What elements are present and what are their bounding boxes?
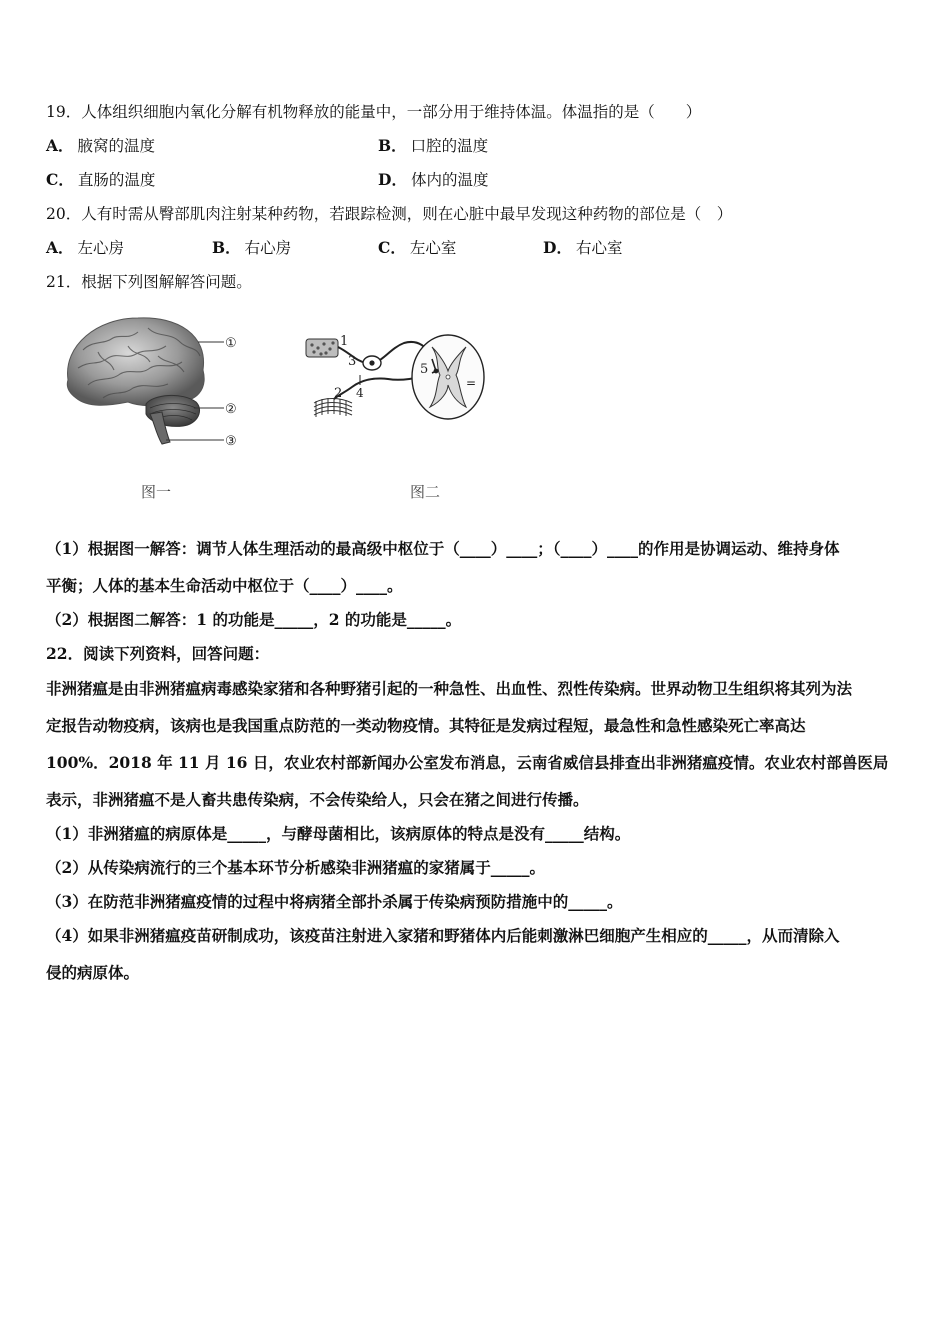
q22-stem: 22．阅读下列资料，回答问题： (46, 644, 270, 663)
option-text: 右心房 (244, 239, 292, 257)
option-text: 直肠的温度 (77, 171, 156, 189)
option-text: 体内的温度 (410, 171, 489, 189)
cerebrum-shape (67, 318, 204, 406)
figure-brain (58, 310, 248, 460)
q20-stem: 20．人有时需从臀部肌肉注射某种药物，若跟踪检测，则在心脏中最早发现这种药物的部位是（ ） (46, 205, 733, 223)
option-letter: A． (46, 238, 74, 257)
option-letter: A． (46, 136, 74, 155)
q21-sub1-line2: 平衡；人体的基本生命活动中枢位于（____）____。 (46, 576, 403, 595)
fig2-label-2: 2 (334, 386, 343, 401)
option-letter: B． (378, 136, 407, 155)
option-letter: D． (543, 238, 572, 257)
option-text: 右心室 (575, 239, 623, 257)
q19-stem: 19．人体组织细胞内氧化分解有机物释放的能量中，一部分用于维持体温。体温指的是（ ） (46, 103, 702, 121)
q22-sub2: （2）从传染病流行的三个基本环节分析感染非洲猪瘟的家猪属于_____。 (46, 858, 546, 877)
q22-sub1: （1）非洲猪瘟的病原体是_____，与酵母菌相比，该病原体的特点是没有_____结构。 (46, 824, 631, 843)
q19-option-d (378, 170, 488, 190)
fig1-label-3: ③ (225, 434, 237, 449)
fig1-label-1: ① (225, 336, 237, 351)
effector-muscle (314, 398, 352, 417)
fig2-label-3: 3 (348, 354, 357, 369)
q19-option-a (46, 136, 155, 156)
fig2-caption: 图二 (410, 483, 441, 501)
q22-sub4-line1: （4）如果非洲猪瘟疫苗研制成功，该疫苗注射进入家猪和野猪体内后能刺激淋巴细胞产生相应的_____，从而清除入 (46, 926, 840, 945)
option-text: 口腔的温度 (410, 137, 489, 155)
q19-option-b (378, 136, 488, 156)
fig2-label-4: 4 (356, 386, 364, 400)
option-letter: B． (212, 238, 241, 257)
option-text: 腋窝的温度 (77, 137, 156, 155)
q20-option-b (212, 238, 291, 258)
fig1-caption: 图一 (141, 483, 172, 501)
q21-stem: 21．根据下列图解解答问题。 (46, 273, 252, 291)
fig1-label-2: ② (225, 402, 237, 417)
option-text: 左心室 (409, 239, 457, 257)
fig2-label-5: 5 (420, 362, 429, 377)
q21-sub2: （2）根据图二解答：1 的功能是_____，2 的功能是_____。 (46, 610, 462, 629)
q22-passage-line2: 定报告动物疫病，该病也是我国重点防范的一类动物疫情。其特征是发病过程短，最急性和急性感染死亡率高达 (46, 716, 806, 735)
figure-reflex-arc (300, 325, 490, 435)
option-text: 左心房 (77, 239, 125, 257)
q20-option-a (46, 238, 124, 258)
option-letter: D． (378, 170, 407, 189)
q20-option-c (378, 238, 456, 258)
q22-passage-line4: 表示，非洲猪瘟不是人畜共患传染病，不会传染给人，只会在猪之间进行传播。 (46, 790, 589, 809)
q22-passage-line3: 100%．2018 年 11 月 16 日，农业农村部新闻办公室发布消息，云南省威信县排查出非洲猪瘟疫情。农业农村部兽医局 (46, 753, 889, 772)
q20-option-d (543, 238, 622, 258)
q22-passage-line1: 非洲猪瘟是由非洲猪瘟病毒感染家猪和各种野猪引起的一种急性、出血性、烈性传染病。世界动物卫生组织将其列为法 (46, 679, 853, 698)
option-letter: C． (46, 170, 74, 189)
fig2-label-1: 1 (340, 334, 349, 349)
q21-sub1-line1: （1）根据图一解答：调节人体生理活动的最高级中枢位于（____）____；（____）____的作用是协调运动、维持身体 (46, 539, 840, 558)
q22-sub3: （3）在防范非洲猪瘟疫情的过程中将病猪全部扑杀属于传染病预防措施中的_____。 (46, 892, 623, 911)
q22-sub4-line2: 侵的病原体。 (46, 963, 140, 982)
option-letter: C． (378, 238, 406, 257)
fig2-label-6: = (466, 376, 477, 390)
q19-option-c (46, 170, 155, 190)
